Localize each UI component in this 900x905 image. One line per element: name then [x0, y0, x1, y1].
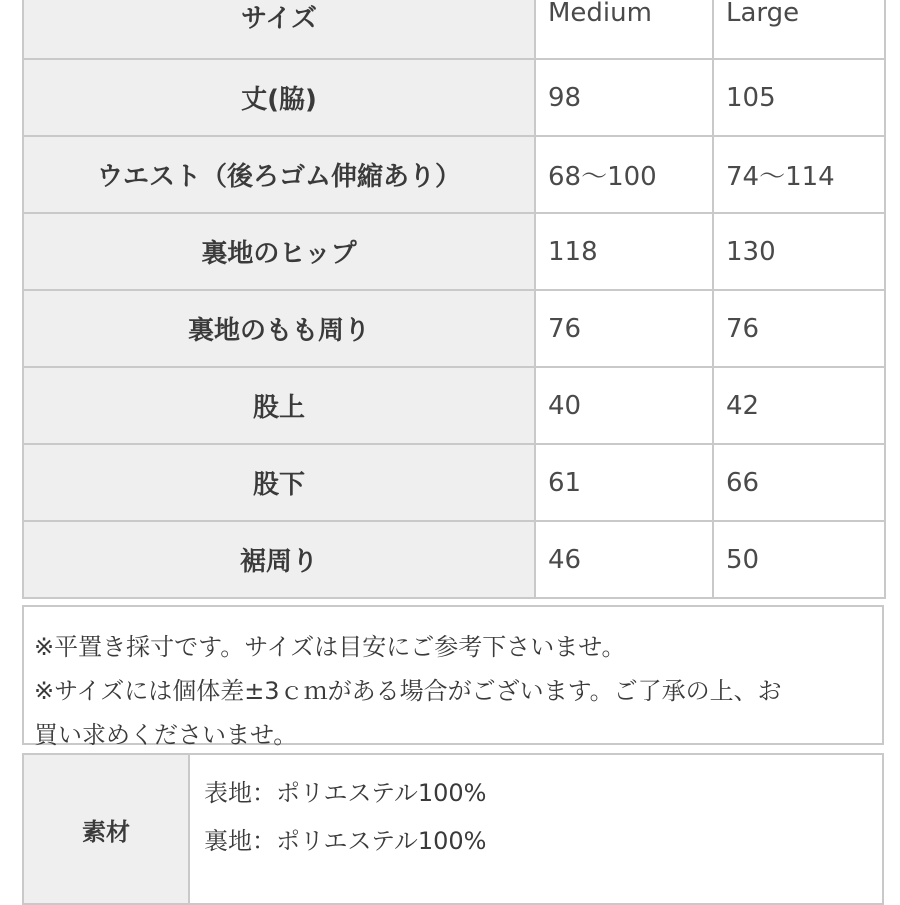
- size-header-row: [23, 0, 885, 59]
- material-row: [23, 754, 883, 904]
- note-line: ※平置き採寸です。サイズは目安にご参考下さいませ。: [34, 633, 626, 661]
- large-value: 42: [713, 367, 885, 444]
- material-label: 素材: [23, 754, 189, 904]
- table-row: [23, 136, 885, 213]
- large-value: 76: [713, 290, 885, 367]
- large-value: 105: [713, 59, 885, 136]
- table-row: [23, 290, 885, 367]
- medium-value: 40: [535, 367, 713, 444]
- medium-value: 98: [535, 59, 713, 136]
- row-label: 裾周り: [23, 521, 535, 598]
- table-row: [23, 367, 885, 444]
- medium-value: 118: [535, 213, 713, 290]
- measurement-notes: [22, 605, 884, 749]
- size-table: [22, 0, 886, 599]
- row-label: 裏地のヒップ: [23, 213, 535, 290]
- table-row: [23, 521, 885, 598]
- table-row: [23, 213, 885, 290]
- material-table: [22, 753, 884, 905]
- row-label: ウエスト（後ろゴム伸縮あり）: [23, 136, 535, 213]
- size-chart: [22, 0, 884, 905]
- table-row: [23, 444, 885, 521]
- material-values: [189, 754, 883, 904]
- medium-value: 68〜100: [535, 136, 713, 213]
- row-label: 股上: [23, 367, 535, 444]
- row-label: 股下: [23, 444, 535, 521]
- size-header-large: Large: [713, 0, 885, 59]
- row-label: 裏地のもも周り: [23, 290, 535, 367]
- row-label: 丈(脇): [23, 59, 535, 136]
- medium-value: 76: [535, 290, 713, 367]
- note-line: 買い求めくださいませ。: [34, 721, 298, 749]
- medium-value: 46: [535, 521, 713, 598]
- material-outer: 表地：ポリエステル100%: [204, 779, 487, 807]
- large-value: 50: [713, 521, 885, 598]
- table-row: [23, 59, 885, 136]
- size-header-label: サイズ: [23, 0, 535, 59]
- large-value: 66: [713, 444, 885, 521]
- large-value: 74〜114: [713, 136, 885, 213]
- medium-value: 61: [535, 444, 713, 521]
- large-value: 130: [713, 213, 885, 290]
- size-header-medium: Medium: [535, 0, 713, 59]
- material-lining: 裏地：ポリエステル100%: [204, 827, 487, 855]
- note-line: ※サイズには個体差±3ｃｍがある場合がございます。ご了承の上、お: [34, 677, 782, 705]
